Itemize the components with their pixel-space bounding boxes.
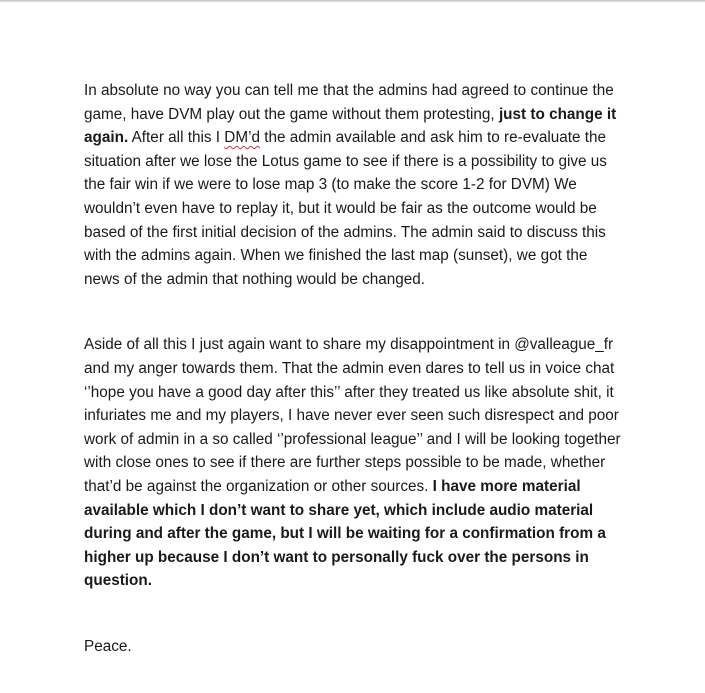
document-body xyxy=(84,79,624,658)
page-top-edge xyxy=(0,0,705,2)
paragraph-1-text-c: the admin available and ask him to re-evaluate the situation after we lose the Lotus game to see if there is a possibility to give us the fair win if we were to lose map 3 (to make the score 1-2 for DVM) We wouldn’t even have to replay it, but it would be fair as the outcome would be based of the first initial decision of the admins. The admin said to discuss this with the admins again. When we finished the last map (sunset), we got the news of the admin that nothing would be changed. xyxy=(84,129,607,288)
paragraph-2-bold-a: I have more material available which I don’t want to share yet, which include audio material during and after the game, but I will be waiting for a confirmation from a higher up because I don’t want to personally fuck over the persons in question. xyxy=(84,477,606,590)
paragraph-1 xyxy=(84,79,624,291)
paragraph-1-text-a: In absolute no way you can tell me that the admins had agreed to continue the game, have DVM play out the game without them protesting, xyxy=(84,82,614,123)
paragraph-1-bold-a: just to change it again. xyxy=(84,105,617,147)
paragraph-1-text-b: After all this I xyxy=(128,129,225,147)
paragraph-2-text-a: Aside of all this I just again want to share my disappointment in @valleague_fr and my anger towards them. That the admin even dares to tell us in voice chat ‘’hope you have a good day after this’’ after they treated us like absolute shit, it infuriates me and my players, I have never ever seen such disrespect and poor work of admin in a so called ‘’professional league’’ and I will be looking together with close ones to see if there are further steps possible to be made, whether that’d be against the organization or other sources. xyxy=(84,336,621,495)
closing-line: Peace. xyxy=(84,637,132,655)
paragraph-2 xyxy=(84,333,624,593)
spelling-flagged-word[interactable]: DM’d xyxy=(224,129,260,147)
